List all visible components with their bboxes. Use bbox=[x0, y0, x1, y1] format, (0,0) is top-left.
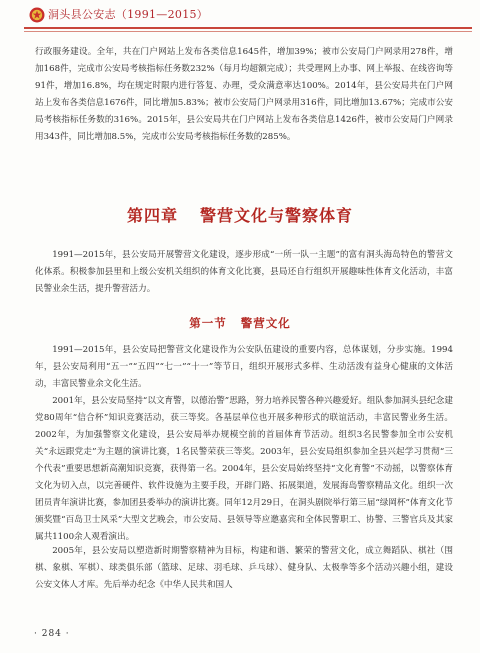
page-number: · 284 · bbox=[34, 629, 70, 639]
body-paragraph: 行政服务建设。全年，共在门户网站上发布各类信息1645件，增加39%；被市公安局门户网录用278件，增加168件，完成市公安局考核指标任务数232%（每月均超额完成）；共受理网上办事、网上举报、在线咨询等91件，增加16.8%，均在规定时限内进行答复、办理，受众满意率达100%。2014年，县公安局共在门户网站上发布各类信息1676件，同比增加5.83%；被市公安局门户网录用316件，同比增加13.67%；完成市公安局考核指标任务数的316%。2015年，县公安局共在门户网站上发布各类信息1426件，被市公安局门户网录用343件，同比增加8.5%，完成市公安局考核指标任务数的285%。 bbox=[35, 47, 453, 142]
section-paragraph: 1991—2015年，县公安局把警营文化建设作为公安队伍建设的重要内容，总体谋划，分步实施。1994年，县公安局利用“五一”“五四”“七一”“十一”等节日，组织开展形式多样、生动活泼有益身心健康的文体活动，丰富民警业余文化生活。 bbox=[35, 345, 453, 389]
running-header bbox=[0, 0, 480, 40]
section-heading bbox=[0, 315, 480, 331]
section-number: 第一节 bbox=[189, 316, 227, 330]
section-paragraph: 2005年，县公安局以塑造新时期警察精神为目标，构建和谐、繁荣的警营文化，成立舞蹈队、棋社（围棋、象棋、军棋）、球类俱乐部（篮球、足球、羽毛球、乒乓球）、健身队、太极拳等多个活动兴趣小组，建设公安文体人才库。先后举办纪念《中华人民共和国人 bbox=[35, 546, 453, 590]
chapter-intro-paragraph: 1991—2015年，县公安局开展警营文化建设，逐步形成“一所一队一主题”的富有洞头海岛特色的警营文化体系。积极参加县里和上级公安机关组织的体育文化比赛，县局还自行组织开展趣味性体育文化活动，丰富民警业余生活，提升警营活力。 bbox=[35, 250, 453, 294]
section-title: 警营文化 bbox=[240, 316, 291, 330]
chapter-heading bbox=[0, 203, 480, 226]
header-divider bbox=[24, 27, 472, 29]
section-paragraph: 2001年，县公安局坚持“以文育警，以德治警”思路，努力培养民警各种兴趣爱好。组队参加洞头县纪念建党80周年“信合杯”知识竞赛活动，获三等奖。各基层单位也开展多种形式的联谊活动，丰富民警业务生活。2002年，为加强警察文化建设，县公安局举办规模空前的首届体育节活动。组织3名民警参加全市公安机关“永远跟党走”为主题的演讲比赛，1名民警荣获三等奖。2003年，县公安局组织参加全县兴起学习贯彻“三个代表”重要思想新高潮知识竞赛，获得第一名。2004年，县公安局始终坚持“文化育警”不动摇，以警察体育文化为切入点，以完善硬件、软件设施为主要手段，开辟门路、拓展渠道，发展海岛警察精品文化。组织一次团员青年演讲比赛，参加团县委举办的演讲比赛。同年12月29日，在洞头剧院举行第三届“绿岡杯”体育文化节颁奖暨“百岛卫士风采”大型文艺晚会，市公安局、县领导等应邀嘉宾和全体民警职工、协警、三警官兵及其家属共1100余人观看演出。 bbox=[35, 396, 453, 542]
header-divider-thin bbox=[24, 31, 472, 32]
running-header-title: 洞头县公安志（1991—2015） bbox=[48, 8, 209, 21]
chapter-number: 第四章 bbox=[126, 206, 178, 225]
chapter-title: 警营文化与警察体育 bbox=[200, 206, 354, 225]
police-emblem-icon bbox=[29, 7, 45, 23]
